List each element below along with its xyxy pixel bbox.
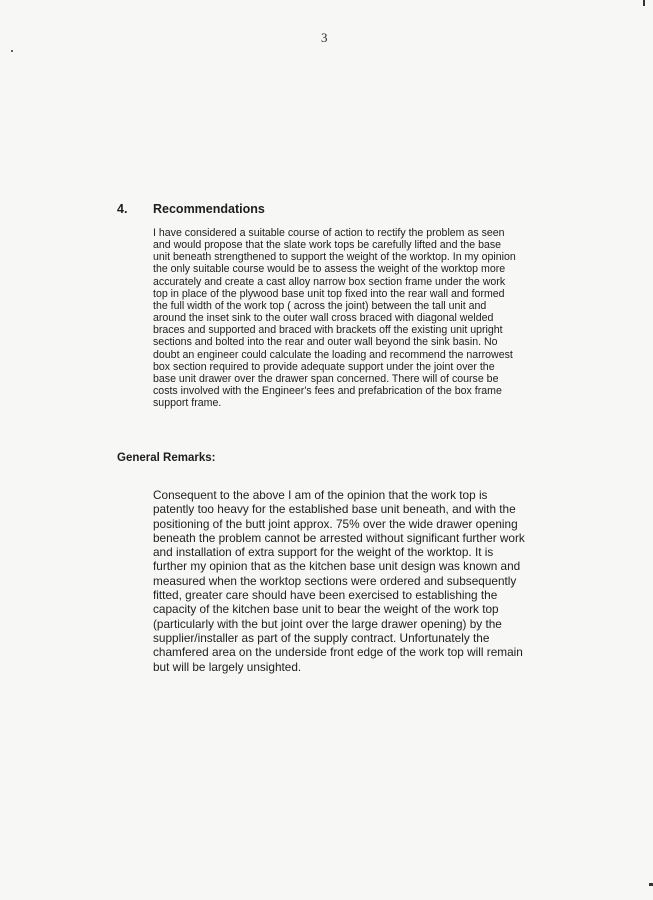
scan-mark (11, 50, 13, 52)
recommendations-heading: Recommendations (153, 202, 265, 216)
page-number: 3 (321, 30, 328, 45)
scan-mark (649, 883, 653, 886)
section-number: 4. (117, 202, 128, 216)
general-remarks-heading: General Remarks: (117, 452, 216, 464)
scan-mark (643, 0, 645, 6)
recommendations-paragraph: I have considered a suitable course of action to rectify the problem as seen and would propose that the slate work tops be carefully lifted and the base unit beneath strengthened to support the weight of the worktop. In my opinion the only suitable course would be to assess the weight of the worktop more accurately and create a cast alloy narrow box section frame under the work top in place of the plywood base unit top fixed into the rear wall and formed the full width of the work top ( across the joint) between the tall unit and around the inset sink to the outer wall cross braced with diagonal welded braces and supported and braced with brackets off the existing unit upright sections and bolted into the rear and outer wall beyond the sink basin. No doubt an engineer could calculate the loading and recommend the narrowest box section required to provide adequate support under the joint over the base unit drawer over the drawer span concerned. There will of course be costs involved with the Engineer's fees and prefabrication of the box frame support frame. (153, 227, 516, 410)
general-remarks-paragraph: Consequent to the above I am of the opinion that the work top is patently too heavy for the established base unit beneath, and with the positioning of the butt joint approx. 75% over the wide drawer opening beneath the problem cannot be arrested without significant further work and installation of extra support for the weight of the worktop. It is further my opinion that as the kitchen base unit design was known and measured when the worktop sections were ordered and subsequently fitted, greater care should have been exercised to establishing the capacity of the kitchen base unit to bear the weight of the work top (particularly with the but joint over the large drawer opening) by the supplier/installer as part of the supply contract. Unfortunately the chamfered area on the underside front edge of the work top will remain but will be largely unsighted. (153, 488, 525, 674)
